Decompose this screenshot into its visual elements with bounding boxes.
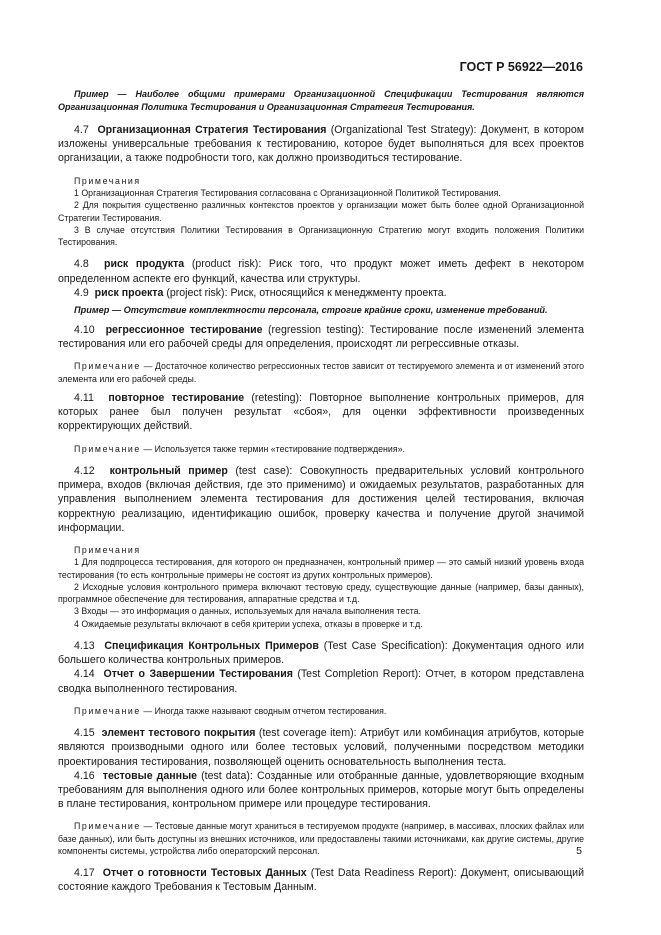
term-4-8: 4.8 риск продукта (product risk): Риск того, что продукт может иметь дефект в некотором определенном аспекте его функций, качества или структуры.	[58, 258, 584, 285]
document-content	[58, 88, 584, 895]
page-number: 5	[576, 845, 582, 857]
term-4-14-title: Отчет о Завершении Тестирования	[103, 668, 293, 681]
note-4-16: Примечание — Тестовые данные могут храниться в тестируемом продукте (например, в массивах, плоских файлах или базе данных), или быть доступны из внешних источников, или предоставлены такими источниками, как другие системы, другие компоненты системы, устройства либо операторский персонал.	[58, 821, 584, 856]
notes-4-7	[58, 175, 584, 249]
note-4-10: Примечание — Достаточное количество регрессионных тестов зависит от тестируемого элемента и от изменений этого элемента или его рабочей среды.	[58, 361, 584, 384]
note-4-7-3: 3 В случае отсутствия Политики Тестирования в Организационную Стратегию могут входить положения Политики Тестирования.	[58, 224, 584, 248]
term-4-9: 4.9 риск проекта (project risk): Риск, относящийся к менеджменту проекта.	[74, 286, 447, 299]
note-4-12-1: 1 Для подпроцесса тестирования, для которого он предназначен, контрольный пример — это самый низкий уровень входа тестирования (то есть контрольные примеры не состоят из других контрольных примеров).	[58, 557, 584, 580]
notes-4-12	[58, 544, 584, 630]
term-4-10: 4.10 регрессионное тестирование (regression testing): Тестирование после изменений элемента тестирования или его рабочей среды для определения, происходят ли регрессивные отказы.	[58, 324, 584, 351]
term-4-7-title: Организационная Стратегия Тестирования	[97, 124, 327, 136]
term-4-16-title: тестовые данные	[102, 769, 198, 782]
note-4-14: Примечание — Иногда также называют сводным отчетом тестирования.	[74, 705, 387, 716]
term-4-17: 4.17 Отчет о готовности Тестовых Данных (Test Data Readiness Report): Документ, описывающий состояние каждого Требования к Тестовым Данным.	[58, 867, 584, 894]
term-4-13-title: Спецификация Контрольных Примеров	[104, 640, 319, 652]
term-4-9-title: риск проекта	[94, 286, 164, 299]
note-4-11: Примечание — Используется также термин «тестирование подтверждения».	[74, 443, 405, 454]
note-4-7-1: 1 Организационная Стратегия Тестирования согласована с Организационной Политикой Тестирования.	[74, 187, 501, 198]
example-4-9: Пример — Отсутствие комплектности персонала, строгие крайние сроки, изменение требований.	[74, 305, 548, 315]
term-4-12-title: контрольный пример	[109, 464, 228, 477]
term-4-15: 4.15 элемент тестового покрытия (test coverage item): Атрибут или комбинация атрибутов, которые являются производными одного или более тестовых условий, полученными посредством методики проектирования тестирования, позволяющей оценить основательность выполнения теста.	[58, 727, 584, 768]
term-4-11-title: повторное тестирование	[108, 392, 245, 404]
term-4-10-title: регрессионное тестирование	[105, 324, 263, 336]
term-4-16: 4.16 тестовые данные (test data): Созданные или отобранные данные, удовлетворяющие входным требованиям для выполнения одного или более контрольных примеров, которые могут быть определены в плане тестирования, контрольном примере или процедуре тестирования.	[58, 769, 584, 811]
term-4-14: 4.14 Отчет о Завершении Тестирования (Test Completion Report): Отчет, в котором представлена сводка выполненного тестирования.	[58, 668, 584, 695]
notes-heading: Примечания	[74, 544, 141, 555]
notes-heading: Примечания	[74, 175, 141, 186]
note-4-12-3: 3 Входы — это информация о данных, используемых для начала выполнения теста.	[74, 606, 422, 617]
note-4-12-2: 2 Исходные условия контрольного примера включают тестовую среду, существующие данные (например, базы данных), программное обеспечение для тестирования, аппаратные средства и т.д.	[58, 581, 584, 605]
example-intro: Пример — Наиболее общими примерами Организационной Спецификации Тестирования являются Организационная Политика Тестирования и Организационная Стратегия Тестирования.	[58, 89, 584, 112]
term-4-8-title: риск продукта	[104, 258, 185, 271]
term-4-17-title: Отчет о готовности Тестовых Данных	[102, 867, 307, 880]
note-4-12-4: 4 Ожидаемые результаты включают в себя критерии успеха, отказы в проверке и т.д.	[74, 618, 423, 629]
term-4-15-title: элемент тестового покрытия	[101, 727, 256, 740]
note-4-7-2: 2 Для покрытия существенно различных контекстов проектов у организации может быть более одной Организационной Стратегии Тестирования.	[58, 200, 584, 223]
standard-header: ГОСТ Р 56922—2016	[459, 60, 583, 74]
term-4-13: 4.13 Спецификация Контрольных Примеров (Test Case Specification): Документация одного или большего количества контрольных примеров.	[58, 640, 584, 667]
term-4-11: 4.11 повторное тестирование (retesting): Повторное выполнение контрольных примеров, для которых ранее был получен результат «сбоя», для оценки эффективности произведенных корректирующих действий.	[58, 392, 584, 433]
term-4-12: 4.12 контрольный пример (test case): Совокупность предварительных условий контрольного примера, входов (включая действия, где это применимо) и ожидаемых результатов, разработанных для управления выполнением элемента тестирования для достижения целей тестирования, включая корректную реализацию, идентификацию ошибок, проверку качества и получение другой значимой информации.	[58, 464, 584, 534]
term-4-7: 4.7 Организационная Стратегия Тестирования (Organizational Test Strategy): Документ, в котором изложены универсальные требования к тестированию, которое будет выполняться для всех проектов организации, а также подробности того, как должно производиться тестирование.	[58, 124, 584, 165]
